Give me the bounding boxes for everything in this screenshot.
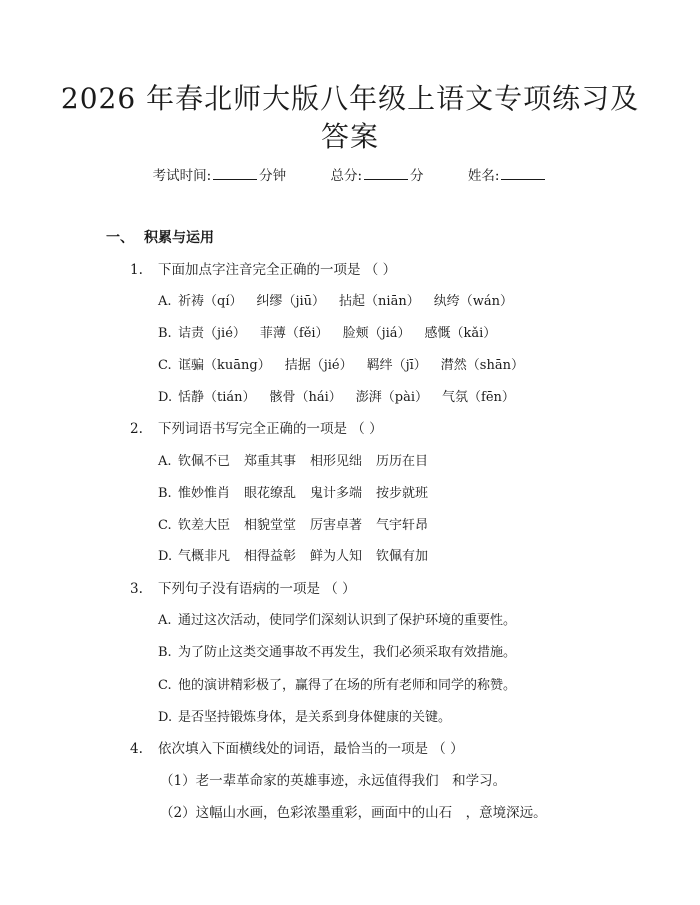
question-2 [130,419,383,439]
option-word: 郑重其事 [244,454,297,469]
option-label: A. [158,613,172,628]
option-word: 气氛（fēn） [442,390,515,405]
option-word: 潸然（shān） [440,358,524,373]
option-label: B. [158,486,172,501]
option-label: C. [158,518,172,533]
option-word: 澎湃（pài） [355,390,429,405]
option-label: D. [158,710,173,725]
total-score-blank[interactable] [364,167,408,180]
question-number: 3. [130,581,143,597]
q1-option-c [158,356,538,376]
option-word: 相得益彰 [244,549,297,564]
option-label: A. [158,294,172,309]
document-title-line1: 2026 年春北师大版八年级上语文专项练习及 [60,82,640,115]
student-name-label: 姓名: [467,168,500,184]
option-word: 纠缪（jiū） [256,294,326,309]
question-number: 2. [130,421,143,437]
question-number: 4. [130,741,143,757]
option-word: 纨绔（wán） [433,294,513,309]
option-word: 鲜为人知 [310,549,363,564]
question-text: 下列句子没有语病的一项是 （ ） [158,581,356,597]
option-word: 恬静（tián） [178,390,256,405]
total-score-label: 总分: [330,168,363,184]
exam-meta-row [0,166,700,186]
student-name-field [468,166,548,186]
option-label: B. [158,326,172,341]
exam-time-label: 考试时间: [152,168,212,184]
question-text: 下面加点字注音完全正确的一项是 （ ） [158,262,397,278]
option-label: A. [158,454,172,469]
option-word: 厉害卓著 [310,518,363,533]
option-label: C. [158,678,172,693]
option-word: 钦佩不已 [178,454,231,469]
option-sentence: 他的演讲精彩极了，赢得了在场的所有老师和同学的称赞。 [178,678,517,693]
option-word: 祈祷（qí） [178,294,243,309]
total-score-field [330,166,423,186]
student-name-blank[interactable] [501,167,545,180]
exam-time-field [153,166,287,186]
section-heading [106,228,214,248]
q2-option-d [158,547,442,567]
option-sentence: 通过这次活动，使同学们深刻认识到了保护环境的重要性。 [178,613,517,628]
option-label: D. [158,549,173,564]
q4-sub-item-2: （2）这幅山水画，色彩浓墨重彩，画面中的山石 ，意境深远。 [160,805,547,821]
option-label: B. [158,645,172,660]
option-word: 钦差大臣 [178,518,231,533]
option-sentence: 是否坚持锻炼身体，是关系到身体健康的关键。 [178,710,452,725]
question-text: 下列词语书写完全正确的一项是 （ ） [158,421,383,437]
option-word: 骸骨（hái） [269,390,342,405]
q1-option-b [158,324,510,344]
question-3 [130,579,356,599]
q2-option-a [158,452,442,472]
option-word: 相形见绌 [310,454,363,469]
option-word: 相貌堂堂 [244,518,297,533]
exam-time-unit: 分钟 [259,168,287,184]
q4-sub-item-1: （1）老一辈革命家的英雄事迹，永远值得我们 和学习。 [160,773,507,789]
q2-option-c [158,516,442,536]
option-word: 钦佩有加 [376,549,429,564]
question-1 [130,260,396,280]
option-word: 诘责（jié） [178,326,246,341]
question-text: 依次填入下面横线处的词语，最恰当的一项是 （ ） [158,741,464,757]
q1-option-a [158,292,527,312]
question-4 [130,739,464,759]
option-word: 惟妙惟肖 [178,486,231,501]
option-word: 眼花缭乱 [244,486,297,501]
q3-option-b [158,643,516,663]
option-word: 羁绊（jī） [366,358,427,373]
option-word: 历历在目 [376,454,429,469]
option-label: D. [158,390,173,405]
option-label: C. [158,358,172,373]
section-number: 一、 [106,230,134,246]
q3-option-c [158,676,516,696]
q3-option-a [158,611,516,631]
option-word: 按步就班 [376,486,429,501]
option-word: 气宇轩昂 [376,518,429,533]
document-title-line2: 答案 [320,120,379,153]
q3-option-d [158,708,451,728]
option-word: 菲薄（fěi） [259,326,329,341]
option-word: 拈起（niān） [339,294,420,309]
option-sentence: 为了防止这类交通事故不再发生，我们必须采取有效措施。 [178,645,517,660]
section-title: 积累与运用 [144,230,214,246]
option-word: 脸颊（jiá） [342,326,411,341]
option-word: 鬼计多端 [310,486,363,501]
option-word: 感慨（kǎi） [424,326,497,341]
q1-option-d [158,388,529,408]
total-score-unit: 分 [410,168,424,184]
option-word: 诓骗（kuāng） [178,358,271,373]
option-word: 拮据（jié） [284,358,353,373]
option-word: 气概非凡 [178,549,231,564]
question-number: 1. [130,262,143,278]
exam-time-blank[interactable] [213,167,257,180]
q2-option-b [158,484,442,504]
